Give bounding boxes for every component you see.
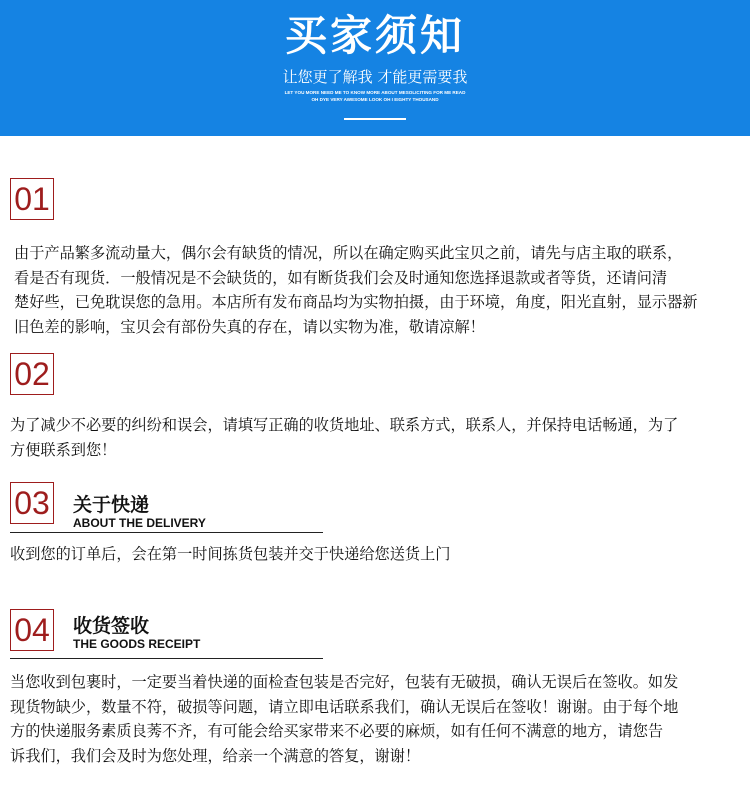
banner-subtitle: 让您更了解我 才能更需要我 bbox=[282, 68, 468, 86]
section-04-title: 收货签收 bbox=[73, 615, 150, 637]
banner-tagline-line: LET YOU MORE NEED ME TO KNOW MORE ABOUT MESOLICITING FOR ME READ bbox=[284, 90, 466, 95]
banner-tagline-line: OH DYE VERY AWESOME LOOK OH I EIGHTY THOUSAND bbox=[311, 97, 439, 102]
section-03-subtitle: ABOUT THE DELIVERY bbox=[73, 516, 206, 530]
paragraph-line: 诉我们，我们会及时为您处理，给亲一个满意的答复，谢谢！ bbox=[10, 746, 421, 765]
paragraph-line: 收到您的订单后，会在第一时间拣货包装并交于快递给您送货上门 bbox=[10, 545, 451, 563]
paragraph-line: 旧色差的影响，宝贝会有部份失真的存在，请以实物为准，敬请凉解！ bbox=[14, 317, 485, 336]
section-number-02: 02 bbox=[10, 353, 54, 395]
section-04-divider bbox=[10, 658, 323, 659]
section-03-paragraph bbox=[10, 542, 450, 567]
section-04-subtitle: THE GOODS RECEIPT bbox=[73, 637, 201, 651]
paragraph-line: 楚好些，已免耽误您的急用。本店所有发布商品均为实物拍摄，由于环境，角度，阳光直射，显示器新 bbox=[14, 293, 698, 311]
paragraph-line: 现货物缺少，数量不符，破损等问题，请立即电话联系我们，确认无误后在签收！谢谢。由于每个地 bbox=[10, 697, 679, 716]
section-02-paragraph bbox=[10, 413, 678, 462]
section-01-paragraph bbox=[14, 241, 697, 339]
banner-tagline bbox=[225, 89, 525, 103]
paragraph-line: 方便联系到您！ bbox=[10, 440, 117, 459]
section-03-divider bbox=[10, 532, 323, 533]
banner-underline bbox=[344, 118, 406, 120]
paragraph-line: 方的快递服务素质良莠不齐，有可能会给买家带来不必要的麻烦，如有任何不满意的地方，请您告 bbox=[10, 722, 664, 740]
header-banner bbox=[0, 0, 750, 136]
section-number-01: 01 bbox=[10, 178, 54, 220]
paragraph-line: 由于产品繁多流动量大，偶尔会有缺货的情况，所以在确定购买此宝贝之前，请先与店主取的联系， bbox=[14, 244, 683, 262]
section-03-title: 关于快递 bbox=[73, 494, 150, 516]
section-number-03: 03 bbox=[10, 482, 54, 524]
paragraph-line: 看是否有现货．一般情况是不会缺货的，如有断货我们会及时通知您选择退款或者等货，还请问清 bbox=[14, 268, 668, 287]
banner-title: 买家须知 bbox=[284, 11, 465, 60]
paragraph-line: 为了减少不必要的纠纷和误会，请填写正确的收货地址、联系方式，联系人，并保持电话畅通，为了 bbox=[10, 416, 679, 434]
paragraph-line: 当您收到包裹时，一定要当着快递的面检查包装是否完好，包装有无破损，确认无误后在签收。如发 bbox=[10, 673, 679, 691]
section-number-04: 04 bbox=[10, 609, 54, 651]
section-04-paragraph bbox=[10, 670, 678, 768]
